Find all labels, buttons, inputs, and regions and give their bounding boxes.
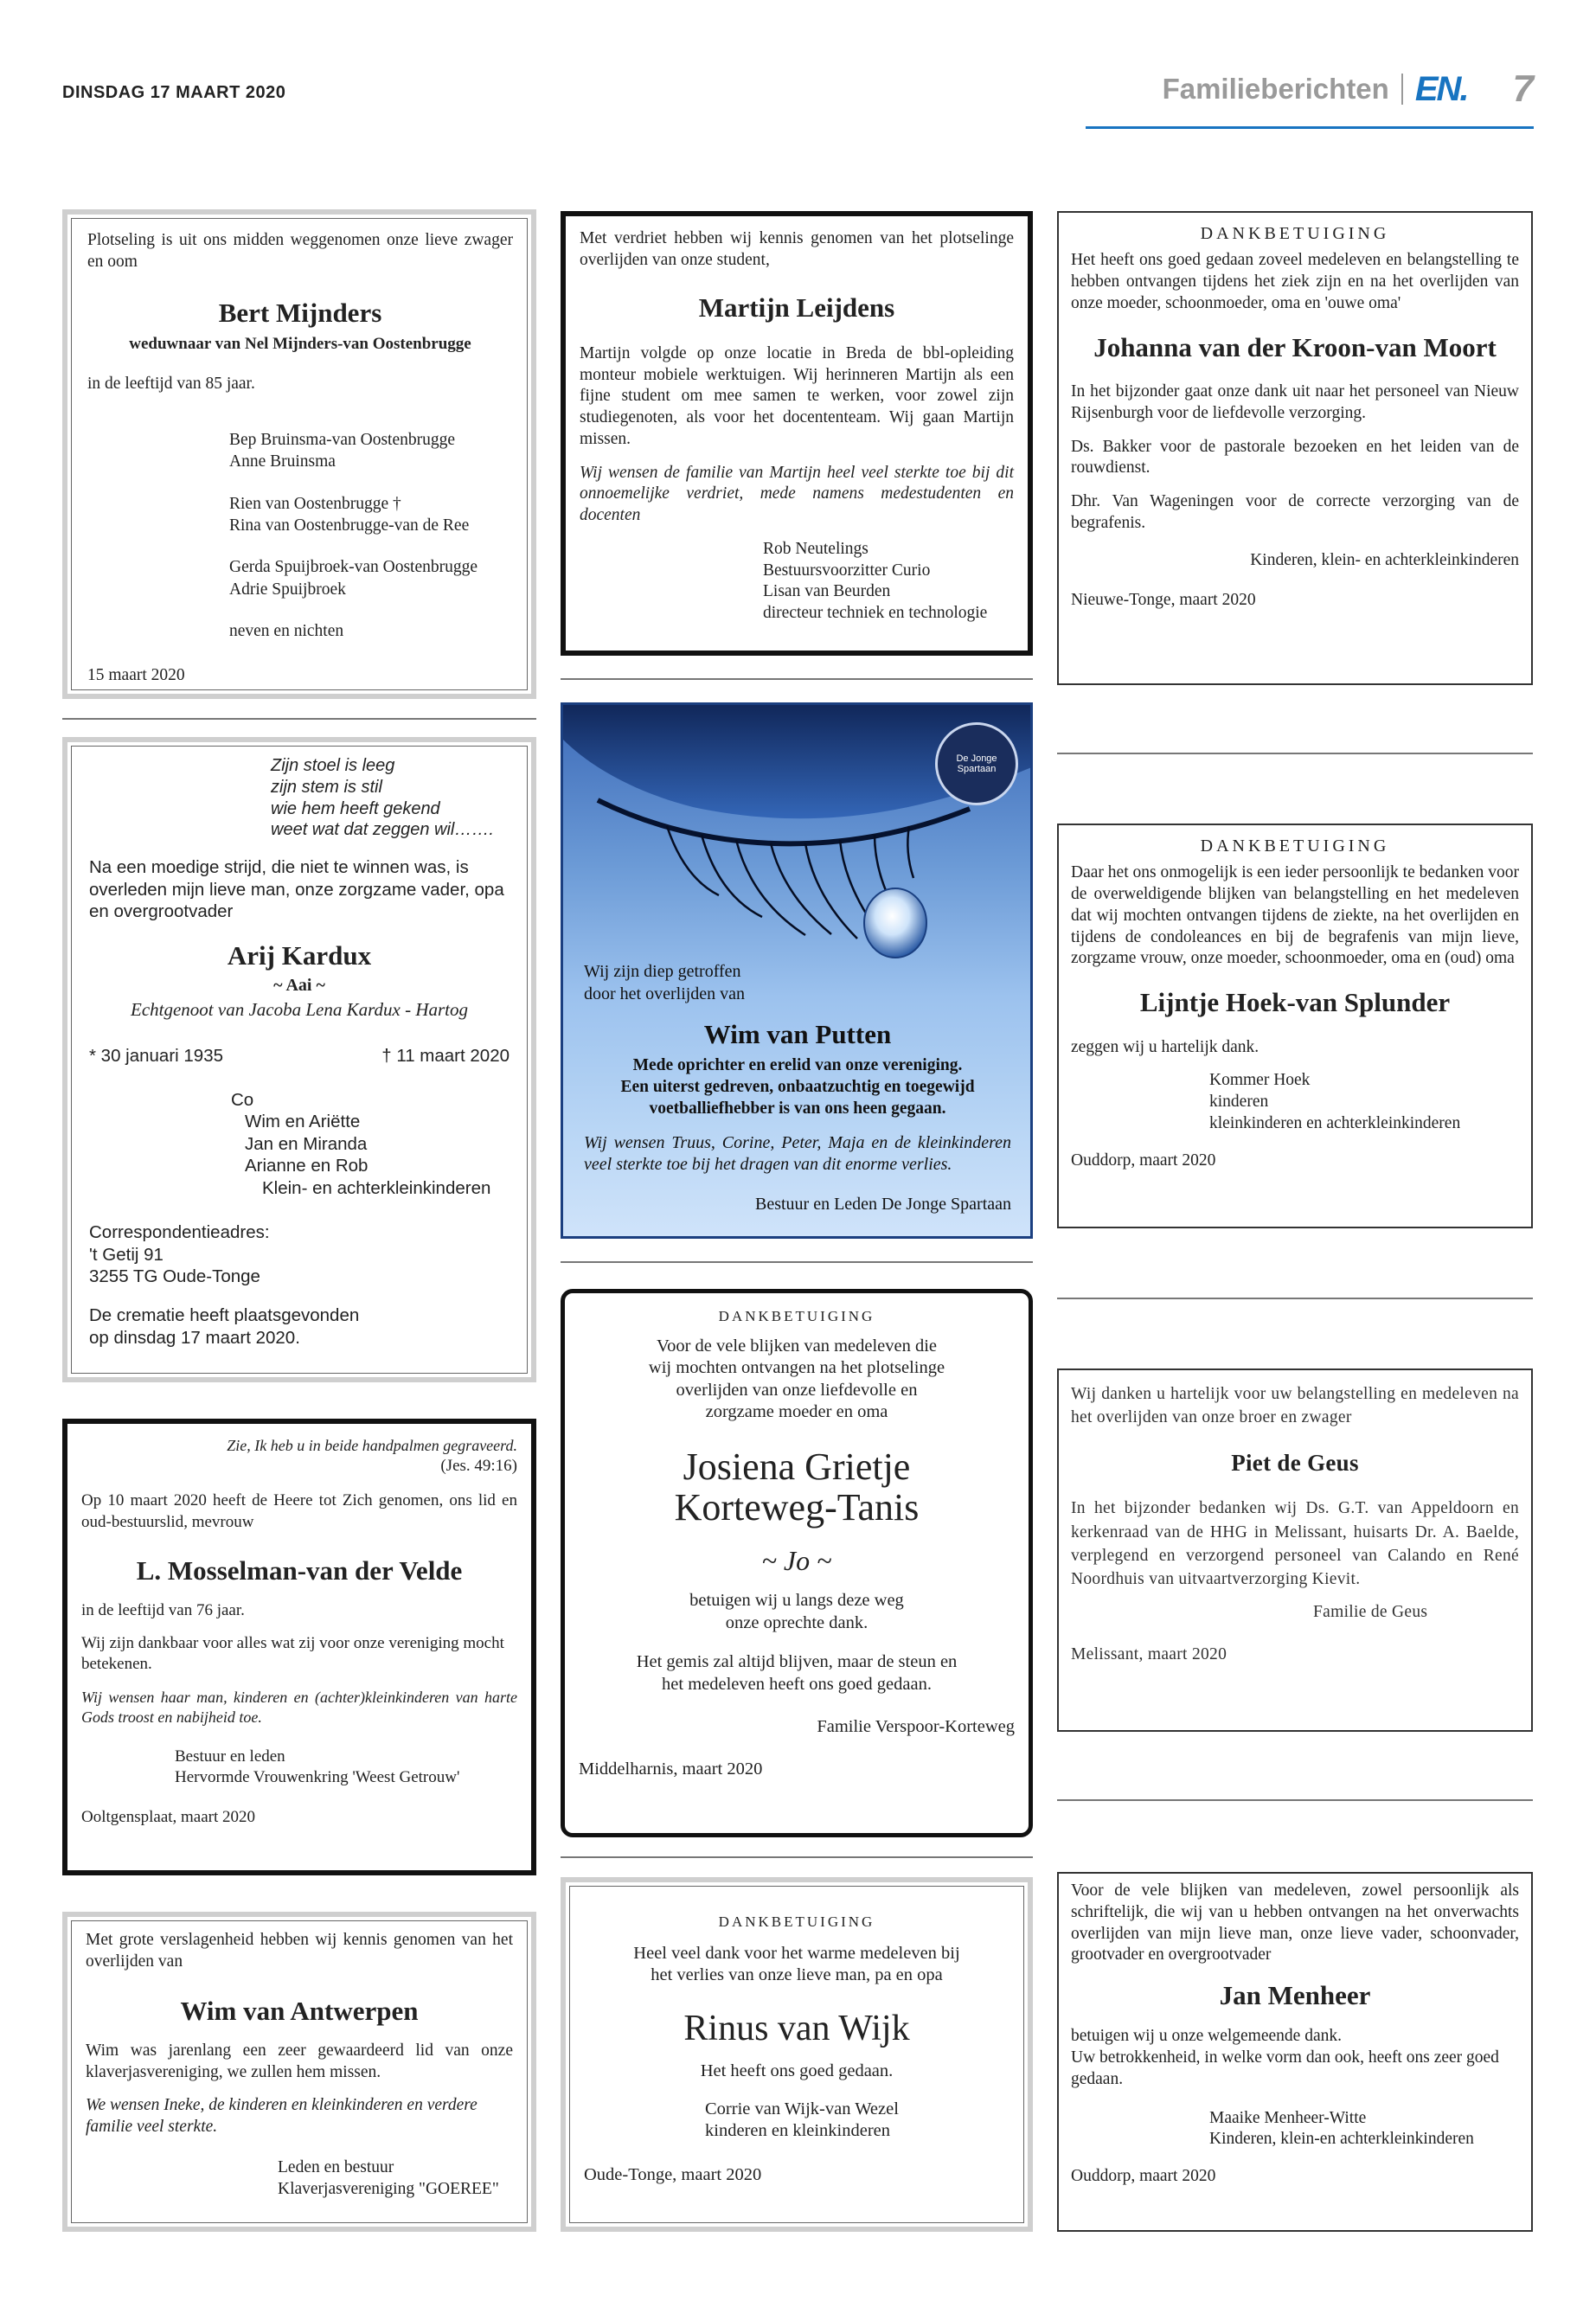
name-line: Josiena Grietje [683,1445,911,1488]
deceased-nickname: ~ Aai ~ [273,975,325,995]
intro-line: zorgzame moeder en oma [705,1402,888,1422]
deceased-name: Martijn Leijdens [698,292,895,323]
deceased-name: Lijntje Hoek-van Splunder [1139,987,1451,1018]
death-date: † 11 maart 2020 [381,1045,510,1066]
signature: Familie de Geus [1313,1602,1428,1621]
signature-line: Kommer Hoek [1209,1071,1311,1090]
poem-line: Zijn stoel is leeg [271,756,395,775]
thanks-line: Uw betrokkenheid, in welke vorm dan ook, heeft ons zeer goed gedaan. [1071,2048,1499,2088]
notice-text: Wim was jarenlang een zeer gewaardeerd lid van onze klaverjasvereniging, we zullen hem missen. [86,2041,513,2081]
family-member: Wim en Ariëtte [245,1112,361,1132]
signature [278,2157,513,2201]
deceased-name: L. Mosselman-van der Velde [136,1554,463,1586]
age-line: in de leeftijd van 76 jaar. [81,1600,245,1619]
family-member: Bep Bruinsma-van Oostenbrugge [229,431,456,450]
deceased-name [579,1446,1015,1529]
notice-place-date: Ouddorp, maart 2020 [1071,1150,1216,1170]
notice-place-date: Oude-Tonge, maart 2020 [584,2165,762,2185]
notice-mosselman [62,1419,536,1875]
dankbetuiging-title: DANKBETUIGING [1200,836,1390,856]
family-list [229,429,513,642]
address-line: 't Getij 91 [89,1244,163,1265]
signature-line: Corrie van Wijk-van Wezel [705,2099,899,2118]
signature: Familie Verspoor-Korteweg [817,1717,1015,1737]
signature-line: Leden en bestuur [278,2158,394,2177]
notice-wish: Wij wensen de familie van Martijn heel veel sterkte toe bij dit onnoemelijke verdriet, mede namens medestudenten en docenten [580,463,1014,525]
family-list [231,1089,510,1199]
notice-text: Dhr. Van Wageningen voor de correcte verzorging van de begrafenis. [1071,492,1519,532]
notice-intro: Wij danken u hartelijk voor uw belangstelling en medeleven na het overlijden van onze broer en zwager [1071,1385,1519,1427]
signature-line: Hervormde Vrouwenkring 'Weest Getrouw' [175,1767,460,1786]
notice-rinus-van-wijk [561,1877,1033,2232]
thanks-line: betuigen wij u onze welgemeende dank. [1071,2027,1342,2046]
address-line: Correspondentieadres: [89,1222,270,1243]
family-member: Anne Bruinsma [229,452,336,471]
thanks-line: betuigen wij u langs deze weg [689,1591,904,1611]
notice-wish: We wensen Ineke, de kinderen en kleinkinderen en verdere familie veel sterkte. [86,2096,478,2137]
page-header [1163,67,1534,111]
dankbetuiging-title: DANKBETUIGING [718,1913,875,1930]
intro-line: het verlies van onze lieve man, pa en opa [651,1965,943,1985]
column-rule [1057,1799,1533,1801]
name-line: Korteweg-Tanis [674,1486,920,1529]
notice-intro: Met grote verslagenheid hebben wij kennis genomen van het overlijden van [86,1931,513,1971]
family-member: Rina van Oostenbrugge-van de Ree [229,516,470,535]
cremation-line: op dinsdag 17 maart 2020. [89,1327,300,1348]
column-rule [1057,1298,1533,1299]
intro-line: Voor de vele blijken van medeleven die [656,1336,938,1356]
spouse-line: Echtgenoot van Jacoba Lena Kardux - Hartog [131,998,468,1020]
poem-line: weet wat dat zeggen wil……. [271,820,494,840]
signature-line: Maaike Menheer-Witte [1209,2108,1367,2127]
notice-text: Martijn volgde op onze locatie in Breda de bbl-opleiding monteur mobiele werktuigen. Wij herinneren Martijn als een fijne student om mee samen te werken, voor zowel zijn studiegenoten, als voor het docententeam. Wij gaan Martijn missen. [580,343,1014,448]
notice-wim-van-antwerpen [62,1912,536,2232]
cremation-note [89,1304,510,1349]
intro-line: wij mochten ontvangen na het plotselinge [648,1358,945,1378]
club-logo-text: De Jonge Spartaan [956,753,997,774]
birth-date: * 30 januari 1935 [89,1045,224,1066]
thanks-text [579,1590,1015,1634]
notice-place-date: Middelharnis, maart 2020 [579,1759,763,1779]
poem-line: zijn stem is stil [271,777,382,797]
deceased-name: Bert Mijnders [218,297,382,328]
family-member: Co [231,1090,254,1111]
notice-intro: Op 10 maart 2020 heeft de Heere tot Zich genomen, ons lid en oud-bestuurslid, mevrouw [81,1491,517,1531]
cremation-line: De crematie heeft plaatsgevonden [89,1305,360,1326]
correspondence-address [89,1221,510,1287]
signature [175,1747,517,1789]
deceased-name: Wim van Putten [703,1019,892,1050]
signature-line: directeur techniek en technologie [763,604,988,623]
header-divider [1401,74,1403,105]
column-rule [62,718,536,720]
family-member: Klein- en achterkleinkinderen [262,1177,491,1198]
signature-line: kinderen [1209,1093,1269,1111]
bible-verse: Zie, Ik heb u in beide handpalmen gegraveerd. [227,1437,517,1454]
tribute-line: Mede oprichter en erelid van onze vereniging. [632,1055,963,1074]
signature [1209,1070,1519,1134]
column-rule [1057,753,1533,754]
notice-wish: Wij wensen haar man, kinderen en (achter)kleinkinderen van harte Gods troost en nabijheid toe. [81,1688,517,1726]
notice-korteweg-tanis [561,1289,1033,1837]
family-member: Arianne en Rob [245,1156,369,1176]
notice-date: 15 maart 2020 [87,666,185,685]
age-line: in de leeftijd van 85 jaar. [87,374,255,393]
notice-wish: Wij wensen Truus, Corine, Peter, Maja en de kleinkinderen veel sterkte toe bij het dragen van dit enorme verlies. [584,1132,1011,1175]
notice-intro: Wij zijn diep getroffen [584,962,741,981]
page-number: 7 [1512,67,1534,110]
signature [1209,2108,1519,2151]
putten-text [584,961,1011,1216]
life-dates [89,1045,510,1067]
signature [763,539,1014,625]
family-member: Gerda Spuijbroek-van Oostenbrugge [229,558,478,577]
closing-line: Het gemis zal altijd blijven, maar de steun en [636,1652,958,1672]
thanks-text: Het heeft ons goed gedaan. [700,2061,894,2081]
deceased-name: Arij Kardux [227,940,372,971]
intro-line: overlijden van onze liefdevolle en [676,1380,918,1400]
notice-hoek-van-splunder [1057,824,1533,1228]
notice-martijn-leijdens [561,211,1033,656]
signature-line: Lisan van Beurden [763,582,891,601]
club-logo [935,722,1018,805]
section-title: Familieberichten [1162,73,1389,105]
notice-intro: Het heeft ons goed gedaan zoveel medeleven en belangstelling te hebben ontvangen tijdens het ziek zijn en na het overlijden van onze moeder, schoonmoeder, oma en 'ouwe oma' [1071,251,1519,312]
notice-intro: Voor de vele blijken van medeleven, zowel persoonlijk als schriftelijk, die wij van u hebben ontvangen na het onverwachts overlijden van mijn lieve man, onze lieve vader, schoonvader, grootvader en overgrootvader [1071,1881,1519,1965]
header-rule [1086,126,1534,129]
signature: Kinderen, klein- en achterkleinkinderen [1250,550,1519,569]
notice-intro: Plotseling is uit ons midden weggenomen onze lieve zwager en oom [87,231,513,272]
bible-reference: (Jes. 49:16) [440,1457,517,1476]
notice-arij-kardux [62,737,536,1382]
signature-line: kinderen en kleinkinderen [705,2121,891,2141]
signature-line: Kinderen, klein-en achterkleinkinderen [1209,2130,1474,2149]
poem-line: wie hem heeft gekend [271,798,440,818]
dankbetuiging-title: DANKBETUIGING [1200,224,1390,243]
notice-bert-mijnders [62,209,536,699]
signature: Bestuur en Leden De Jonge Spartaan [754,1194,1011,1214]
thanks-text [1071,2026,1519,2090]
family-member: Jan en Miranda [245,1133,368,1154]
signature-line: kleinkinderen en achterkleinkinderen [1209,1113,1461,1132]
family-member: Rien van Oostenbrugge † [229,494,401,513]
notice-piet-de-geus [1057,1368,1533,1732]
notice-place-date: Ouddorp, maart 2020 [1071,2167,1216,2186]
notice-kroon-van-moort [1057,211,1533,685]
notice-text: Ds. Bakker voor de pastorale bezoeken en het leiden van de rouwdienst. [1071,437,1519,478]
notice-intro: Na een moedige strijd, die niet te winnen was, is overleden mijn lieve man, onze zorgzame vader, opa en overgrootvader [89,857,504,921]
notice-place-date: Nieuwe-Tonge, maart 2020 [1071,591,1256,610]
deceased-name: Johanna van der Kroon-van Moort [1093,331,1497,362]
deceased-nickname: ~ Jo ~ [761,1544,832,1576]
column-rule [561,678,1033,680]
notice-jan-menheer [1057,1872,1533,2232]
dankbetuiging-title: DANKBETUIGING [718,1308,875,1324]
signature-line: Rob Neutelings [763,539,869,558]
signature-line: Bestuur en leden [175,1747,285,1766]
tribute-line: Een uiterst gedreven, onbaatzuchtig en toegewijd [620,1077,975,1096]
column-rule [561,1856,1033,1858]
notice-intro: Daar het ons onmogelijk is een ieder persoonlijk te bedanken voor de overweldigende blijken van belangstelling en het medeleven dat wij mochten ontvangen tijdens de ziekte, na het overlijden en tijdens de condoleances en bij de begrafenis van mijn lieve, zorgzame vrouw, onze moeder, schoonmoeder, oma en (oud) oma [1071,863,1519,968]
deceased-name: Rinus van Wijk [683,2008,910,2048]
closing-line: het medeleven heeft ons goed gedaan. [662,1674,932,1694]
notice-intro: Met verdriet hebben wij kennis genomen van het plotselinge overlijden van onze student, [580,229,1014,269]
notice-text: Wij zijn dankbaar voor alles wat zij voor onze vereniging mocht betekenen. [81,1633,504,1674]
deceased-name: Piet de Geus [1231,1449,1359,1476]
notice-text: In het bijzonder gaat onze dank uit naar het personeel van Nieuw Rijsenburgh voor de liefdevolle verzorging. [1071,382,1519,422]
deceased-name: Wim van Antwerpen [180,1995,419,2026]
closing-text [579,1651,1015,1695]
notice-place-date: Melissant, maart 2020 [1071,1644,1227,1663]
address-line: 3255 TG Oude-Tonge [89,1266,260,1286]
signature-line: Bestuursvoorzitter Curio [763,561,931,580]
en-logo: EN. [1414,69,1468,108]
family-member: neven en nichten [229,622,344,641]
tribute-line: voetballiefhebber is van ons heen gegaan. [649,1099,946,1118]
notice-wim-van-putten [561,702,1033,1239]
deceased-name: Jan Menheer [1219,1980,1371,2010]
signature [705,2099,1010,2143]
thanks-line: onze oprechte dank. [725,1612,869,1632]
column-rule [561,1261,1033,1263]
notice-intro: door het overlijden van [584,984,746,1003]
family-member: Adrie Spuijbroek [229,580,346,599]
notice-intro [584,1943,1010,1987]
issue-date: DINSDAG 17 MAART 2020 [62,83,286,102]
poem [271,755,510,841]
notice-text: In het bijzonder bedanken wij Ds. G.T. van Appeldoorn en kerkenraad van de HHG in Melissant, huisarts Dr. A. Baelde, verplegend en verzorgend personeel van Calando en René Noordhuis van uitvaartverzorging Kievit. [1071,1499,1519,1589]
signature-line: Klaverjasvereniging "GOEREE" [278,2180,499,2199]
deceased-subtitle: weduwnaar van Nel Mijnders-van Oostenbrugge [129,334,471,353]
notice-intro [579,1336,1015,1424]
intro-line: Heel veel dank voor het warme medeleven bij [633,1944,960,1964]
thanks-text: zeggen wij u hartelijk dank. [1071,1037,1259,1056]
notice-place-date: Ooltgensplaat, maart 2020 [81,1808,256,1827]
